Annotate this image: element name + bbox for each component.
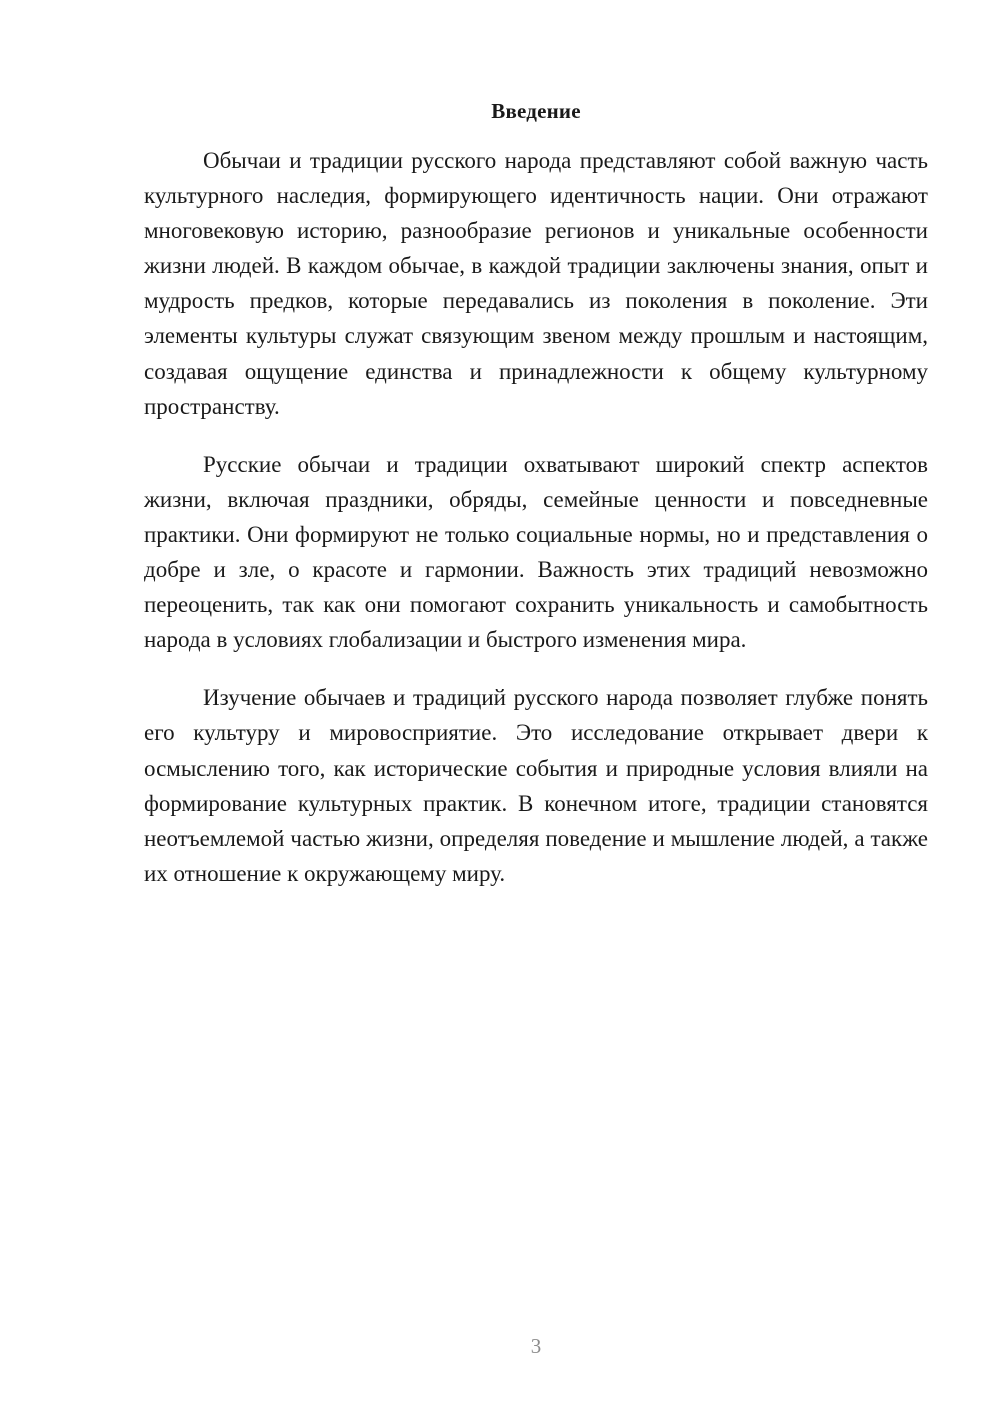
section-title: Введение [491,99,581,123]
paragraph-2: Русские обычаи и традиции охватывают широкий спектр аспектов жизни, включая праздники, обряды, семейные ценности и повседневные практики. Они формируют не только социальные нормы, но и представления о добре и зле, о красоте и гармонии. Важность этих традиций невозможно переоценить, так как они помогают сохранить уникальность и самобытность народа в условиях глобализации и быстрого изменения мира. [144,451,928,653]
paragraph-3: Изучение обычаев и традиций русского народа позволяет глубже понять его культуру и мировосприятие. Это исследование открывает двери к осмыслению того, как исторические события и природные условия влияли на формирование культурных практик. В конечном итоге, традиции становятся неотъемлемой частью жизни, определяя поведение и мышление людей, а также их отношение к окружающему миру. [144,685,928,886]
paragraph-1: Обычаи и традиции русского народа представляют собой важную часть культурного наследия, формирующего идентичность нации. Они отражают многовековую историю, разнообразие регионов и уникальные особенности жизни людей. В каждом обычае, в каждой традиции заключены знания, опыт и мудрость предков, которые передавались из поколения в поколение. Эти элементы культуры служат связующим звеном между прошлым и настоящим, создавая ощущение единства и принадлежности к общему культурному пространству. [144,148,928,419]
body-text [144,143,928,914]
page-number: 3 [530,1334,542,1358]
